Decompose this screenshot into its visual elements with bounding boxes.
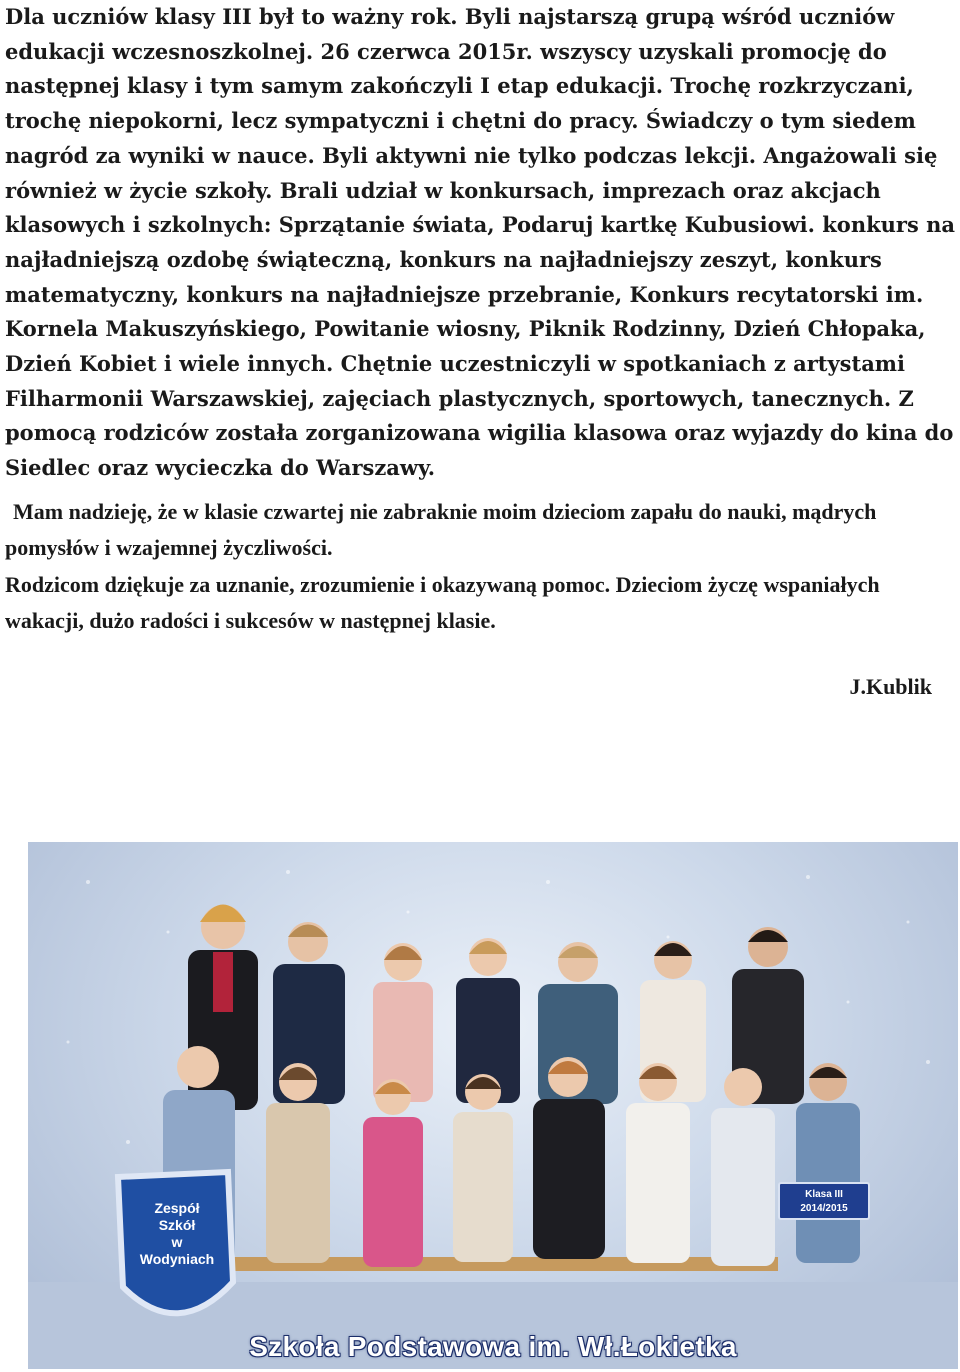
wishes-line-1: Mam nadzieję, że w klasie czwartej nie zabraknie moim dzieciom zapału do nauki, mądrych pomysłów i wzajemnej życzliwości. <box>5 498 877 561</box>
shield-line-4: Wodyniach <box>139 1251 215 1267</box>
signature: J.Kublik <box>849 674 932 699</box>
plaque-line-1: Klasa III <box>805 1189 843 1200</box>
class-photo <box>28 842 958 1369</box>
photo-caption: Szkoła Podstawowa im. Wł.Łokietka <box>249 1331 737 1362</box>
wishes-line-2: Rodzicom dziękuje za uznanie, zrozumienie i okazywaną pomoc. Dzieciom życzę wspaniałych wakacji, dużo radości i sukcesów w następnej klasie. <box>5 571 880 634</box>
school-shield-text <box>124 1200 230 1268</box>
article-body <box>5 0 955 640</box>
class-plaque <box>778 1182 870 1220</box>
shield-line-2: Szkół <box>158 1217 196 1233</box>
plaque-line-2: 2014/2015 <box>800 1203 848 1214</box>
paragraph-class-summary: Dla uczniów klasy III był to ważny rok. Byli najstarszą grupą wśród uczniów edukacji wczesnoszkolnej. 26 czerwca 2015r. wszyscy uzyskali promocję do następnej klasy i tym samym zakończyli I etap edukacji. Trochę rozkrzyczani, trochę niepokorni, lecz sympatyczni i chętni do pracy. Świadczy o tym siedem nagród za wyniki w nauce. Byli aktywni nie tylko podczas lekcji. Angażowali się również w życie szkoły. Brali udział w konkursach, imprezach oraz akcjach klasowych i szkolnych: Sprzątanie świata, Podaruj kartkę Kubusiowi. konkurs na najładniejszą ozdobę świąteczną, konkurs na najładniejszy zeszyt, konkurs matematyczny, konkurs na najładniejsze przebranie, Konkurs recytatorski im. Kornela Makuszyńskiego, Powitanie wiosny, Piknik Rodzinny, Dzień Chłopaka, Dzień Kobiet i wiele innych. Chętnie uczestniczyli w spotkaniach z artystami Filharmonii Warszawskiej, zajęciach plastycznych, sportowych, tanecznych. Z pomocą rodziców została zorganizowana wigilia klasowa oraz wyjazdy do kina do Siedlec oraz wycieczka do Warszawy. <box>5 4 955 481</box>
class-photo-illustration <box>28 842 958 1369</box>
shield-line-1: Zespół <box>154 1200 200 1216</box>
paragraph-wishes <box>5 494 955 640</box>
shield-line-3: w <box>171 1234 183 1250</box>
